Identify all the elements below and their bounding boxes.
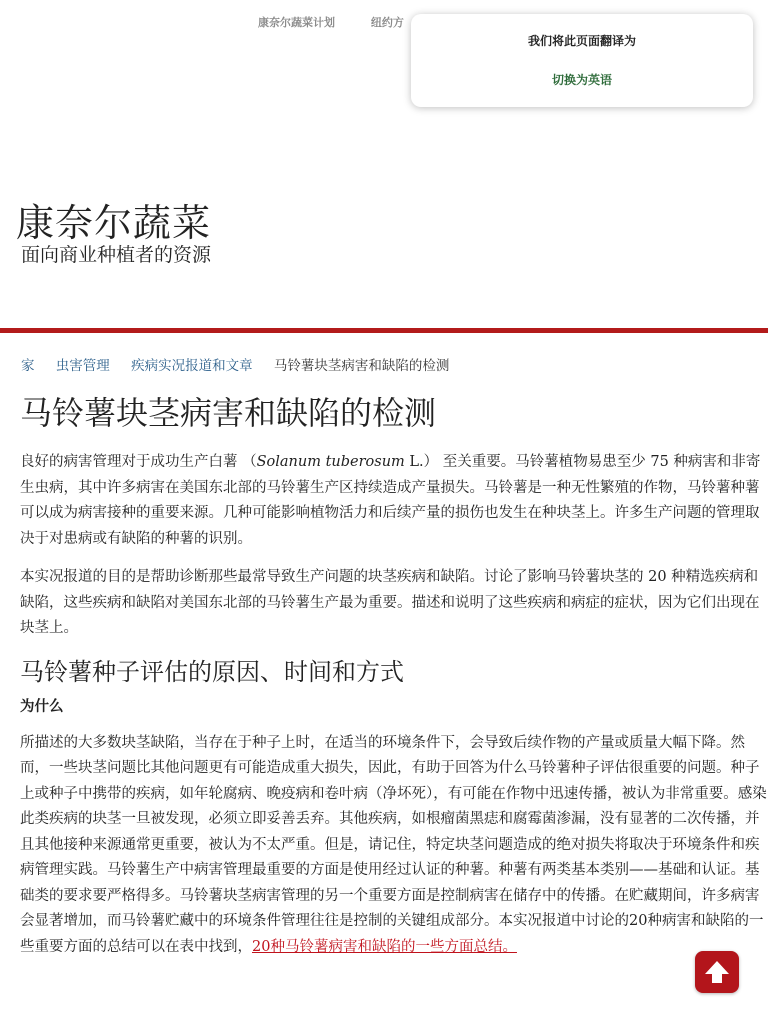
breadcrumb-pest-management[interactable]: 虫害管理: [55, 358, 110, 374]
top-nav: [258, 14, 436, 30]
arrow-up-icon: [702, 957, 732, 987]
switch-to-english-button[interactable]: 切换为英语: [551, 73, 612, 87]
intro-text-after: L.） 至关重要。马铃薯植物易患至少 75 种病害和非寄生虫病，其中许多病害在美国东北部的马铃薯生产区持续造成产量损失。马铃薯是一种无性繁殖的作物，马铃薯种薯可以成为病害接种的重要来源。几种可能影响植物活力和后续产量的损伤也发生在种块茎上。许多生产问题的管理取决于对患病或有缺陷的种薯的识别。: [20, 454, 761, 547]
back-to-top-button[interactable]: [695, 951, 739, 993]
breadcrumb: [21, 354, 449, 374]
section-subheading: 为什么: [20, 698, 64, 715]
section-paragraph: [20, 731, 768, 961]
breadcrumb-current: 马铃薯块茎病害和缺陷的检测: [273, 358, 450, 374]
intro-paragraph-1: [20, 450, 768, 552]
article-body: [20, 450, 768, 973]
site-tagline: 面向商业种植者的资源: [21, 244, 212, 266]
top-nav-item-cvp[interactable]: 康奈尔蔬菜计划: [258, 16, 335, 29]
breadcrumb-fact-sheets[interactable]: 疾病实况报道和文章: [131, 358, 253, 374]
intro-paragraph-2: 本实况报道的目的是帮助诊断那些最常导致生产问题的块茎疾病和缺陷。讨论了影响马铃薯块茎的 20 种精选疾病和缺陷，这些疾病和缺陷对美国东北部的马铃薯生产最为重要。描述和说明了这些疾病和病症的症状，因为它们出现在块茎上。: [20, 569, 760, 636]
breadcrumb-home[interactable]: 家: [21, 358, 35, 374]
translate-popup: [411, 14, 753, 107]
site-title[interactable]: 康奈尔蔬菜: [16, 201, 212, 245]
intro-text-before: 良好的病害管理对于成功生产白薯 （: [20, 454, 257, 470]
header-divider: [0, 328, 768, 333]
page-title: 马铃薯块茎病害和缺陷的检测: [20, 394, 437, 432]
top-nav-item-ny[interactable]: 纽约方: [370, 16, 404, 29]
translate-message: 我们将此页面翻译为: [527, 34, 636, 48]
summary-table-link[interactable]: 20种马铃薯病害和缺陷的一些方面总结。: [252, 938, 517, 955]
species-name: Solanum tuberosum: [256, 454, 405, 470]
section-body-text: 所描述的大多数块茎缺陷，当存在于种子上时，在适当的环境条件下，会导致后续作物的产量或质量大幅下降。然而，一些块茎问题比其他问题更有可能造成重大损失，因此，有助于回答为什么马铃薯种子评估很重要的问题。种子上或种子中携带的疾病，如年轮腐病、晚疫病和卷叶病（净坏死），有可能在作物中迅速传播，被认为非常重要。感染此类疾病的块茎一旦被发现，必须立即妥善丢弃。其他疾病，如根瘤菌黑痣和腐霉菌渗漏，没有显著的二次传播，并且其他接种来源通常更重要，被认为不太严重。但是，请记住，特定块茎问题造成的绝对损失将取决于环境条件和疾病管理实践。马铃薯生产中病害管理最重要的方面是使用经过认证的种薯。种薯有两类基本类别——基础和认证。基础类的要求要严格得多。马铃薯块茎病害管理的另一个重要方面是控制病害在储存中的传播。在贮藏期间，许多病害会显著增加，而马铃薯贮藏中的环境条件管理往往是控制的关键组成部分。本实况报道中讨论的20种病害和缺陷的一些重要方面的总结可以在表中找到，: [20, 734, 767, 955]
section-heading: 马铃薯种子评估的原因、时间和方式: [20, 657, 404, 686]
